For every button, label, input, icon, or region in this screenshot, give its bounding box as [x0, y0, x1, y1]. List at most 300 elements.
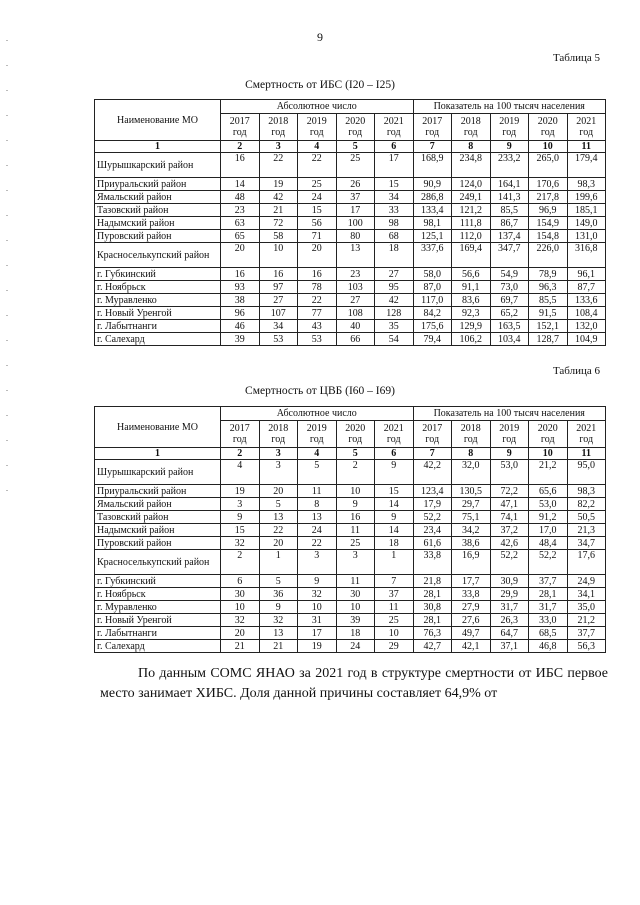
cell-rate: 42,7 — [413, 640, 452, 653]
cell-abs: 11 — [298, 485, 337, 498]
cell-rate: 17,9 — [413, 498, 452, 511]
header-col-number: 5 — [336, 141, 375, 153]
cell-abs: 15 — [375, 178, 414, 191]
cell-rate: 52,2 — [490, 550, 529, 575]
cell-rate: 92,3 — [452, 307, 491, 320]
cell-rate: 34,1 — [567, 588, 606, 601]
cell-abs: 13 — [259, 627, 298, 640]
cell-rate: 17,7 — [452, 575, 491, 588]
cell-rate: 28,1 — [529, 588, 568, 601]
cell-abs: 32 — [221, 614, 260, 627]
cell-rate: 38,6 — [452, 537, 491, 550]
cell-abs: 11 — [336, 575, 375, 588]
cell-abs: 5 — [259, 575, 298, 588]
cell-rate: 124,0 — [452, 178, 491, 191]
cell-abs: 42 — [375, 294, 414, 307]
cell-abs: 26 — [336, 178, 375, 191]
row-name: г. Ноябрьск — [95, 281, 221, 294]
cell-rate: 73,0 — [490, 281, 529, 294]
cell-abs: 3 — [259, 460, 298, 485]
header-col-number: 7 — [413, 141, 452, 153]
cell-rate: 37,7 — [529, 575, 568, 588]
row-name: Ямальский район — [95, 191, 221, 204]
table-row — [95, 217, 606, 230]
cell-rate: 42,1 — [452, 640, 491, 653]
table-row — [95, 550, 606, 575]
cell-rate: 87,7 — [567, 281, 606, 294]
cell-rate: 96,3 — [529, 281, 568, 294]
cell-rate: 46,8 — [529, 640, 568, 653]
cell-abs: 27 — [375, 268, 414, 281]
cell-abs: 10 — [221, 601, 260, 614]
header-year: 2018 год — [452, 421, 491, 448]
header-year: 2018 год — [259, 114, 298, 141]
cell-abs: 31 — [298, 614, 337, 627]
cell-abs: 9 — [259, 601, 298, 614]
cell-abs: 3 — [298, 550, 337, 575]
cell-rate: 21,8 — [413, 575, 452, 588]
scan-margin-marks — [6, 40, 8, 520]
header-col-number: 6 — [375, 141, 414, 153]
cell-rate: 74,1 — [490, 511, 529, 524]
row-name: г. Салехард — [95, 640, 221, 653]
header-col-number: 4 — [298, 141, 337, 153]
header-col-number: 11 — [567, 448, 606, 460]
header-col-number: 2 — [221, 141, 260, 153]
cell-abs: 17 — [336, 204, 375, 217]
cell-abs: 34 — [375, 191, 414, 204]
table-row — [95, 243, 606, 268]
cell-abs: 22 — [298, 294, 337, 307]
cell-abs: 78 — [298, 281, 337, 294]
cell-abs: 22 — [259, 524, 298, 537]
cell-rate: 125,1 — [413, 230, 452, 243]
cell-rate: 21,2 — [567, 614, 606, 627]
cell-rate: 30,9 — [490, 575, 529, 588]
cell-abs: 5 — [298, 460, 337, 485]
table-row — [95, 460, 606, 485]
cell-abs: 53 — [298, 333, 337, 346]
cell-abs: 21 — [259, 204, 298, 217]
header-year: 2021 год — [375, 421, 414, 448]
table-row — [95, 191, 606, 204]
cell-abs: 21 — [259, 640, 298, 653]
table-5-title: Смертность от ИБС (I20 – I25) — [245, 79, 395, 91]
cell-abs: 11 — [336, 524, 375, 537]
cell-rate: 37,1 — [490, 640, 529, 653]
cell-rate: 129,9 — [452, 320, 491, 333]
cell-rate: 37,7 — [567, 627, 606, 640]
cell-rate: 168,9 — [413, 153, 452, 178]
header-rate-group: Показатель на 100 тысяч населения — [413, 407, 606, 421]
cell-abs: 16 — [336, 511, 375, 524]
cell-abs: 18 — [375, 243, 414, 268]
cell-rate: 286,8 — [413, 191, 452, 204]
cell-abs: 22 — [259, 153, 298, 178]
cell-rate: 29,7 — [452, 498, 491, 511]
cell-rate: 27,9 — [452, 601, 491, 614]
table-row — [95, 281, 606, 294]
table-row — [95, 627, 606, 640]
cell-rate: 33,0 — [529, 614, 568, 627]
cell-rate: 98,3 — [567, 178, 606, 191]
header-year: 2021 год — [375, 114, 414, 141]
cell-abs: 65 — [221, 230, 260, 243]
cell-rate: 23,4 — [413, 524, 452, 537]
header-col-number: 2 — [221, 448, 260, 460]
cell-abs: 22 — [298, 537, 337, 550]
cell-abs: 34 — [259, 320, 298, 333]
cell-rate: 30,8 — [413, 601, 452, 614]
body-paragraph: По данным СОМС ЯНАО за 2021 год в структуре смертности от ИБС первое место занимает ХИБС. Доля данной причины составляет 64,9% от — [100, 666, 608, 701]
cell-abs: 4 — [221, 460, 260, 485]
cell-abs: 97 — [259, 281, 298, 294]
table-row — [95, 320, 606, 333]
cell-rate: 128,7 — [529, 333, 568, 346]
cell-abs: 24 — [336, 640, 375, 653]
cell-abs: 36 — [259, 588, 298, 601]
table-row — [95, 230, 606, 243]
cell-abs: 20 — [259, 537, 298, 550]
cell-abs: 11 — [375, 601, 414, 614]
cell-rate: 91,5 — [529, 307, 568, 320]
cell-abs: 1 — [375, 550, 414, 575]
cell-rate: 96,9 — [529, 204, 568, 217]
cell-rate: 84,2 — [413, 307, 452, 320]
cell-abs: 15 — [375, 485, 414, 498]
cell-abs: 17 — [298, 627, 337, 640]
cell-abs: 107 — [259, 307, 298, 320]
cell-rate: 47,1 — [490, 498, 529, 511]
cell-abs: 3 — [221, 498, 260, 511]
cell-abs: 16 — [298, 268, 337, 281]
cell-abs: 128 — [375, 307, 414, 320]
cell-abs: 56 — [298, 217, 337, 230]
cell-abs: 2 — [221, 550, 260, 575]
cell-rate: 61,6 — [413, 537, 452, 550]
row-name: г. Муравленко — [95, 294, 221, 307]
row-name: г. Новый Уренгой — [95, 307, 221, 320]
cell-rate: 24,9 — [567, 575, 606, 588]
row-name: Приуральский район — [95, 178, 221, 191]
cell-rate: 78,9 — [529, 268, 568, 281]
cell-rate: 149,0 — [567, 217, 606, 230]
header-year: 2021 год — [567, 114, 606, 141]
cell-abs: 96 — [221, 307, 260, 320]
cell-abs: 7 — [375, 575, 414, 588]
header-year: 2020 год — [529, 114, 568, 141]
cell-abs: 37 — [375, 588, 414, 601]
cell-abs: 23 — [336, 268, 375, 281]
row-name: г. Губкинский — [95, 268, 221, 281]
cell-abs: 19 — [298, 640, 337, 653]
cell-abs: 9 — [375, 460, 414, 485]
cell-abs: 10 — [298, 601, 337, 614]
cell-rate: 68,5 — [529, 627, 568, 640]
cell-rate: 49,7 — [452, 627, 491, 640]
header-col-numbers-row — [95, 141, 606, 153]
header-abs-group: Абсолютное число — [221, 407, 414, 421]
header-year: 2019 год — [298, 114, 337, 141]
cell-rate: 98,3 — [567, 485, 606, 498]
cell-rate: 34,7 — [567, 537, 606, 550]
cell-rate: 83,6 — [452, 294, 491, 307]
cell-rate: 179,4 — [567, 153, 606, 178]
cell-rate: 85,5 — [529, 294, 568, 307]
cell-rate: 112,0 — [452, 230, 491, 243]
cell-rate: 86,7 — [490, 217, 529, 230]
cell-rate: 28,1 — [413, 588, 452, 601]
header-col-number: 1 — [95, 141, 221, 153]
header-year: 2017 год — [413, 114, 452, 141]
header-col-number: 9 — [490, 448, 529, 460]
cell-rate: 53,0 — [490, 460, 529, 485]
cell-rate: 31,7 — [529, 601, 568, 614]
cell-abs: 63 — [221, 217, 260, 230]
cell-rate: 56,6 — [452, 268, 491, 281]
header-col-number: 10 — [529, 141, 568, 153]
cell-abs: 13 — [259, 511, 298, 524]
cell-abs: 29 — [375, 640, 414, 653]
cell-abs: 23 — [221, 204, 260, 217]
cell-rate: 90,9 — [413, 178, 452, 191]
cell-rate: 27,6 — [452, 614, 491, 627]
cell-rate: 121,2 — [452, 204, 491, 217]
header-year: 2019 год — [490, 114, 529, 141]
cell-abs: 20 — [259, 485, 298, 498]
table-row — [95, 614, 606, 627]
header-year: 2020 год — [336, 114, 375, 141]
header-col-number: 4 — [298, 448, 337, 460]
table-row — [95, 333, 606, 346]
cell-rate: 42,6 — [490, 537, 529, 550]
cell-abs: 80 — [336, 230, 375, 243]
header-year: 2017 год — [221, 421, 260, 448]
header-year: 2020 год — [529, 421, 568, 448]
table-6-label: Таблица 6 — [552, 365, 600, 377]
cell-rate: 199,6 — [567, 191, 606, 204]
header-year: 2021 год — [567, 421, 606, 448]
cell-abs: 25 — [336, 537, 375, 550]
cell-rate: 91,1 — [452, 281, 491, 294]
cell-abs: 14 — [375, 498, 414, 511]
cell-abs: 25 — [375, 614, 414, 627]
cell-abs: 108 — [336, 307, 375, 320]
header-col-number: 3 — [259, 141, 298, 153]
row-name: г. Муравленко — [95, 601, 221, 614]
table-row — [95, 511, 606, 524]
cell-rate: 226,0 — [529, 243, 568, 268]
cell-rate: 52,2 — [529, 550, 568, 575]
page-number: 9 — [317, 30, 323, 44]
cell-abs: 21 — [221, 640, 260, 653]
row-name: Приуральский район — [95, 485, 221, 498]
cell-abs: 10 — [336, 601, 375, 614]
cell-rate: 21,3 — [567, 524, 606, 537]
cell-rate: 133,4 — [413, 204, 452, 217]
cell-abs: 13 — [336, 243, 375, 268]
cell-rate: 95,0 — [567, 460, 606, 485]
cell-rate: 234,8 — [452, 153, 491, 178]
cell-rate: 130,5 — [452, 485, 491, 498]
cell-abs: 66 — [336, 333, 375, 346]
header-year: 2018 год — [452, 114, 491, 141]
table-row — [95, 153, 606, 178]
header-col-number: 3 — [259, 448, 298, 460]
table-row — [95, 307, 606, 320]
cell-rate: 75,1 — [452, 511, 491, 524]
cell-rate: 87,0 — [413, 281, 452, 294]
header-col-number: 8 — [452, 141, 491, 153]
row-name: Пуровский район — [95, 230, 221, 243]
cell-rate: 103,4 — [490, 333, 529, 346]
header-name-col: Наименование МО — [95, 407, 221, 448]
header-year: 2020 год — [336, 421, 375, 448]
cell-abs: 39 — [336, 614, 375, 627]
cell-abs: 42 — [259, 191, 298, 204]
cell-abs: 35 — [375, 320, 414, 333]
cell-abs: 46 — [221, 320, 260, 333]
cell-rate: 52,2 — [413, 511, 452, 524]
cell-rate: 131,0 — [567, 230, 606, 243]
cell-abs: 10 — [259, 243, 298, 268]
header-col-number: 6 — [375, 448, 414, 460]
cell-abs: 93 — [221, 281, 260, 294]
cell-abs: 68 — [375, 230, 414, 243]
cell-rate: 137,4 — [490, 230, 529, 243]
cell-abs: 54 — [375, 333, 414, 346]
table-row — [95, 524, 606, 537]
cell-abs: 77 — [298, 307, 337, 320]
table-row — [95, 498, 606, 511]
table-row — [95, 204, 606, 217]
cell-rate: 185,1 — [567, 204, 606, 217]
cell-abs: 10 — [336, 485, 375, 498]
cell-abs: 53 — [259, 333, 298, 346]
cell-rate: 98,1 — [413, 217, 452, 230]
header-col-number: 7 — [413, 448, 452, 460]
cell-abs: 98 — [375, 217, 414, 230]
row-name: г. Губкинский — [95, 575, 221, 588]
cell-abs: 18 — [336, 627, 375, 640]
cell-rate: 347,7 — [490, 243, 529, 268]
cell-abs: 24 — [298, 191, 337, 204]
cell-abs: 3 — [336, 550, 375, 575]
cell-rate: 106,2 — [452, 333, 491, 346]
table-row — [95, 575, 606, 588]
cell-abs: 10 — [375, 627, 414, 640]
cell-rate: 154,8 — [529, 230, 568, 243]
header-year: 2017 год — [413, 421, 452, 448]
row-name: Надымский район — [95, 217, 221, 230]
cell-rate: 233,2 — [490, 153, 529, 178]
header-col-number: 9 — [490, 141, 529, 153]
cell-rate: 33,8 — [452, 588, 491, 601]
cell-rate: 133,6 — [567, 294, 606, 307]
cell-rate: 64,7 — [490, 627, 529, 640]
cell-abs: 25 — [336, 153, 375, 178]
cell-rate: 69,7 — [490, 294, 529, 307]
cell-rate: 141,3 — [490, 191, 529, 204]
cell-abs: 40 — [336, 320, 375, 333]
cell-abs: 25 — [298, 178, 337, 191]
cell-abs: 13 — [298, 511, 337, 524]
cell-rate: 54,9 — [490, 268, 529, 281]
cell-rate: 58,0 — [413, 268, 452, 281]
cell-rate: 17,0 — [529, 524, 568, 537]
cell-rate: 50,5 — [567, 511, 606, 524]
cell-rate: 17,6 — [567, 550, 606, 575]
cell-abs: 32 — [221, 537, 260, 550]
table-6-title: Смертность от ЦВБ (I60 – I69) — [245, 385, 395, 397]
cell-rate: 34,2 — [452, 524, 491, 537]
cell-abs: 14 — [221, 178, 260, 191]
cell-abs: 20 — [221, 243, 260, 268]
row-name: Шурышкарский район — [95, 153, 221, 178]
table-cvd-mortality — [94, 406, 606, 653]
cell-abs: 58 — [259, 230, 298, 243]
cell-rate: 132,0 — [567, 320, 606, 333]
cell-rate: 85,5 — [490, 204, 529, 217]
row-name: Ямальский район — [95, 498, 221, 511]
table-row — [95, 601, 606, 614]
cell-rate: 111,8 — [452, 217, 491, 230]
cell-rate: 33,8 — [413, 550, 452, 575]
cell-rate: 104,9 — [567, 333, 606, 346]
cell-abs: 32 — [259, 614, 298, 627]
cell-abs: 71 — [298, 230, 337, 243]
cell-rate: 96,1 — [567, 268, 606, 281]
cell-rate: 29,9 — [490, 588, 529, 601]
cell-abs: 72 — [259, 217, 298, 230]
cell-rate: 108,4 — [567, 307, 606, 320]
cell-abs: 38 — [221, 294, 260, 307]
cell-abs: 20 — [298, 243, 337, 268]
row-name: Красноселькупский район — [95, 243, 221, 268]
row-name: Надымский район — [95, 524, 221, 537]
cell-abs: 30 — [221, 588, 260, 601]
cell-rate: 265,0 — [529, 153, 568, 178]
header-col-number: 1 — [95, 448, 221, 460]
cell-rate: 56,3 — [567, 640, 606, 653]
cell-abs: 17 — [375, 153, 414, 178]
table-row — [95, 588, 606, 601]
cell-abs: 24 — [298, 524, 337, 537]
cell-abs: 27 — [259, 294, 298, 307]
cell-rate: 42,2 — [413, 460, 452, 485]
row-name: Тазовский район — [95, 511, 221, 524]
cell-abs: 18 — [375, 537, 414, 550]
cell-rate: 170,6 — [529, 178, 568, 191]
cell-abs: 37 — [336, 191, 375, 204]
cell-abs: 16 — [221, 268, 260, 281]
cell-rate: 21,2 — [529, 460, 568, 485]
cell-rate: 79,4 — [413, 333, 452, 346]
row-name: Пуровский район — [95, 537, 221, 550]
cell-abs: 95 — [375, 281, 414, 294]
cell-rate: 249,1 — [452, 191, 491, 204]
row-name: Красноселькупский район — [95, 550, 221, 575]
table-row — [95, 294, 606, 307]
cell-rate: 16,9 — [452, 550, 491, 575]
header-abs-group: Абсолютное число — [221, 100, 414, 114]
header-year: 2017 год — [221, 114, 260, 141]
header-name-col: Наименование МО — [95, 100, 221, 141]
cell-rate: 32,0 — [452, 460, 491, 485]
table-row — [95, 268, 606, 281]
cell-abs: 9 — [298, 575, 337, 588]
cell-abs: 2 — [336, 460, 375, 485]
